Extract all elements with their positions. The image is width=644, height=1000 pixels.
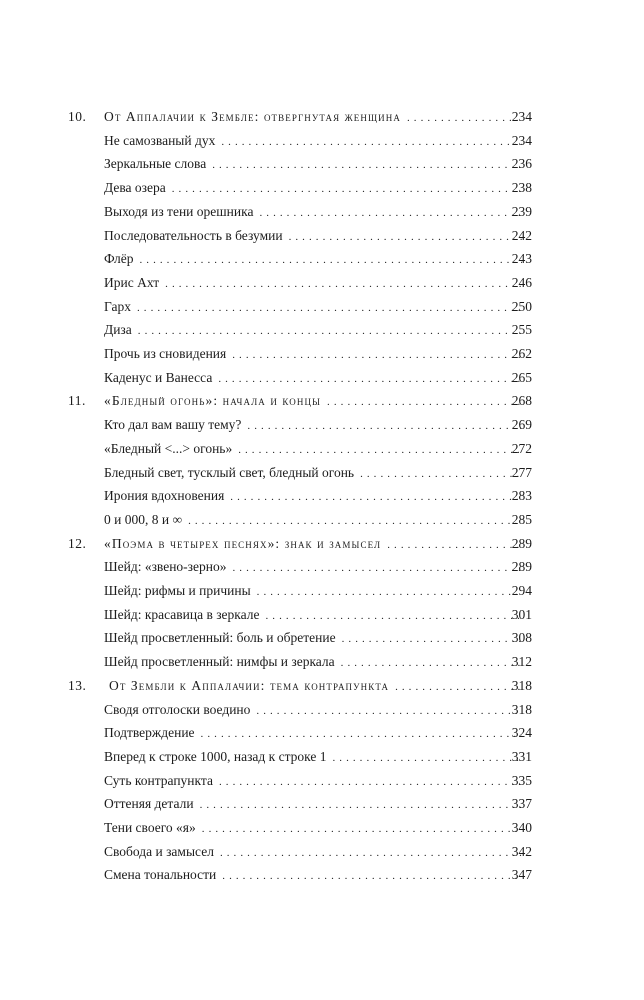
toc-entry (104, 271, 528, 296)
toc-entry (104, 437, 528, 462)
toc-section-row[interactable] (0, 200, 644, 223)
toc-section-row[interactable] (0, 698, 644, 721)
section-title: Суть контрапункта (104, 772, 213, 788)
section-title: Ирония вдохновения (104, 488, 225, 504)
section-title: Зеркальные слова (104, 156, 207, 172)
section-title: Не самозваный дух (104, 132, 216, 148)
page-number: 312 (511, 654, 532, 670)
page-number: 269 (511, 417, 532, 433)
dot-leader (289, 226, 522, 249)
page-number: 331 (511, 748, 532, 764)
dot-leader (188, 510, 522, 533)
dot-leader (220, 842, 522, 865)
toc-section-row[interactable] (0, 413, 644, 436)
section-title: Шейд: «звено-зерно» (104, 559, 227, 575)
chapter-number: 12. (68, 535, 87, 551)
toc-section-row[interactable] (0, 840, 644, 863)
page-number: 289 (511, 559, 532, 575)
dot-leader (257, 581, 522, 604)
chapter-title: От Аппалачии к Зембле: отвергнутая женщина (104, 109, 401, 124)
chapter-title: От Зембли к Аппалачии: тема контрапункта (109, 677, 390, 693)
toc-section-row[interactable] (0, 508, 644, 531)
page-number: 308 (511, 630, 532, 646)
dot-leader (212, 154, 522, 177)
dot-leader (256, 700, 522, 723)
dot-leader (165, 273, 522, 296)
toc-section-row[interactable] (0, 461, 644, 484)
page-number: 236 (511, 156, 532, 172)
page-number: 239 (511, 203, 532, 219)
toc-entry (109, 674, 528, 699)
dot-leader (222, 865, 522, 888)
toc-section-row[interactable] (0, 224, 644, 247)
dot-leader (137, 297, 522, 320)
toc-entry (104, 176, 528, 201)
section-title: Гарх (104, 298, 131, 314)
toc-section-row[interactable] (0, 295, 644, 318)
toc-entry (104, 318, 528, 343)
page-number: 277 (511, 464, 532, 480)
page-number: 265 (511, 369, 532, 385)
dot-leader (218, 368, 522, 391)
page-number: 268 (511, 393, 532, 409)
dot-leader (259, 202, 522, 225)
section-title: Последовательность в безумии (104, 227, 283, 243)
dot-leader (238, 439, 522, 462)
toc-entry (104, 863, 528, 888)
toc-entry (104, 532, 528, 557)
toc-section-row[interactable] (0, 721, 644, 744)
section-title: Сводя отголоски воедино (104, 701, 251, 717)
section-title: Бледный свет, тусклый свет, бледный огонь (104, 464, 355, 480)
page-number: 301 (511, 606, 532, 622)
toc-entry (104, 626, 528, 651)
toc-section-row[interactable] (0, 366, 644, 389)
toc-entry (104, 247, 528, 272)
toc-entry (104, 295, 528, 320)
dot-leader (387, 534, 522, 557)
dot-leader (327, 391, 522, 414)
dot-leader (139, 249, 522, 272)
dot-leader (247, 415, 522, 438)
toc-section-row[interactable] (0, 176, 644, 199)
section-title: Прочь из сновидения (104, 346, 227, 361)
page-number: 234 (511, 109, 532, 124)
page-number: 262 (511, 346, 532, 361)
toc-section-row[interactable] (0, 271, 644, 294)
toc-section-row[interactable] (0, 152, 644, 175)
toc-section-row[interactable] (0, 769, 644, 792)
section-title: Диза (104, 322, 132, 338)
toc-entry (104, 603, 528, 628)
chapter-title: «Поэма в четырех песнях»: знак и замысел (104, 535, 382, 551)
toc-section-row[interactable] (0, 863, 644, 886)
toc-entry (104, 461, 528, 486)
toc-entry (104, 105, 528, 130)
toc-section-row[interactable] (0, 247, 644, 270)
toc-section-row[interactable] (0, 484, 644, 507)
section-title: Каденус и Ванесса (104, 369, 213, 385)
page-number: 318 (511, 701, 532, 717)
section-title: Шейд просветленный: нимфы и зеркала (104, 654, 335, 670)
dot-leader (138, 320, 522, 343)
dot-leader (360, 463, 522, 486)
toc-entry (104, 650, 528, 675)
toc-section-row[interactable] (0, 437, 644, 460)
section-title: Вперед к строке 1000, назад к строке 1 (104, 748, 327, 764)
toc-entry (104, 152, 528, 177)
page-number: 347 (511, 867, 532, 883)
toc-entry (104, 840, 528, 865)
toc-entry (104, 721, 528, 746)
chapter-title: «Бледный огонь»: начала и концы (104, 393, 322, 409)
page-number: 318 (511, 677, 532, 693)
dot-leader (395, 676, 522, 699)
page-number: 289 (511, 535, 532, 551)
toc-section-row[interactable] (0, 579, 644, 602)
page-number: 285 (511, 511, 532, 527)
toc-entry (104, 413, 528, 438)
toc-chapter-row[interactable] (0, 674, 644, 697)
section-title: Тени своего «я» (104, 820, 196, 835)
section-title: Шейд просветленный: боль и обретение (104, 630, 336, 646)
dot-leader (342, 628, 522, 651)
page-number: 342 (511, 843, 532, 859)
toc-entry (104, 816, 528, 841)
section-title: Дева озера (104, 180, 166, 196)
chapter-number: 13. (68, 677, 87, 693)
toc-section-row[interactable] (0, 792, 644, 815)
toc-entry (104, 342, 528, 367)
page-number: 340 (511, 820, 532, 835)
toc-chapter-row[interactable] (0, 105, 644, 128)
toc-entry (104, 224, 528, 249)
toc-entry (104, 792, 528, 817)
page-number: 238 (511, 180, 532, 196)
page-number: 337 (511, 796, 532, 812)
page-number: 272 (511, 440, 532, 456)
section-title: Шейд: красавица в зеркале (104, 606, 260, 622)
toc-entry (104, 508, 528, 533)
page-number: 324 (511, 725, 532, 741)
page-number: 234 (511, 132, 532, 148)
dot-leader (232, 557, 522, 580)
toc-entry (104, 579, 528, 604)
toc-section-row[interactable] (0, 318, 644, 341)
toc-entry (104, 745, 528, 770)
page-number: 242 (511, 227, 532, 243)
page-number: 246 (511, 274, 532, 290)
toc-entry (104, 484, 528, 509)
chapter-number: 10. (68, 109, 87, 124)
section-title: «Бледный <...> огонь» (104, 440, 233, 456)
page-number: 294 (511, 583, 532, 598)
section-title: Оттеняя детали (104, 796, 194, 812)
dot-leader (219, 771, 522, 794)
page-number: 283 (511, 488, 532, 504)
section-title: Выходя из тени орешника (104, 203, 254, 219)
page-number: 335 (511, 772, 532, 788)
dot-leader (200, 794, 522, 817)
page-number: 255 (511, 322, 532, 338)
toc-entry (104, 555, 528, 580)
toc-entry (104, 389, 528, 414)
toc-section-row[interactable] (0, 626, 644, 649)
toc-section-row[interactable] (0, 129, 644, 152)
section-title: Свобода и замысел (104, 843, 214, 859)
page-number: 243 (511, 251, 532, 267)
dot-leader (201, 723, 522, 746)
toc-section-row[interactable] (0, 342, 644, 365)
section-title: Ирис Ахт (104, 274, 160, 290)
toc-section-row[interactable] (0, 745, 644, 768)
toc-section-row[interactable] (0, 816, 644, 839)
toc-entry (104, 769, 528, 794)
section-title: Подтверждение (104, 725, 195, 741)
dot-leader (407, 107, 522, 130)
toc-section-row[interactable] (0, 650, 644, 673)
dot-leader (221, 131, 522, 154)
dot-leader (202, 818, 522, 841)
toc-entry (104, 698, 528, 723)
toc-entry (104, 366, 528, 391)
chapter-number: 11. (68, 393, 86, 409)
section-title: Шейд: рифмы и причины (104, 583, 251, 598)
dot-leader (341, 652, 522, 675)
dot-leader (172, 178, 522, 201)
toc-entry (104, 129, 528, 154)
toc-chapter-row[interactable] (0, 532, 644, 555)
toc-entry (104, 200, 528, 225)
section-title: Флёр (104, 251, 134, 267)
section-title: 0 и 000, 8 и ∞ (104, 511, 183, 527)
page-number: 250 (511, 298, 532, 314)
dot-leader (232, 344, 522, 367)
dot-leader (230, 486, 522, 509)
dot-leader (332, 747, 522, 770)
toc-chapter-row[interactable] (0, 389, 644, 412)
section-title: Кто дал вам вашу тему? (104, 417, 242, 433)
dot-leader (266, 605, 523, 628)
toc-section-row[interactable] (0, 603, 644, 626)
section-title: Смена тональности (104, 867, 217, 883)
toc-section-row[interactable] (0, 555, 644, 578)
